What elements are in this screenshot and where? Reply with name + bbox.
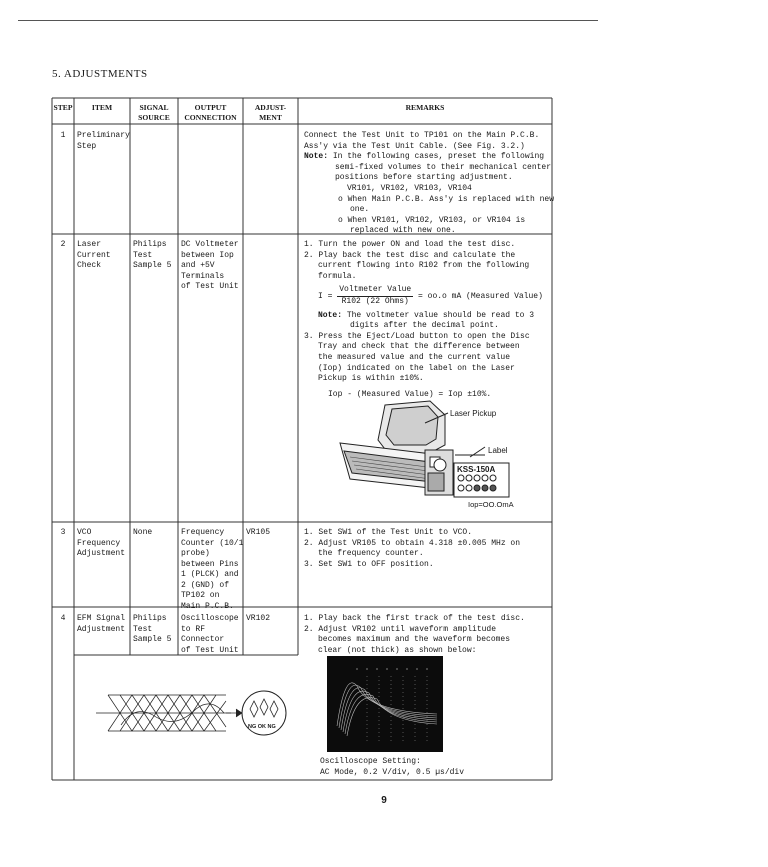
row2-step: 2 xyxy=(60,240,66,249)
row3-remarks: 1. Set SW1 of the Test Unit to VCO. 2. Adjust VR105 to obtain 4.318 ±0.005 MHz on the frequency counter. 3. Set SW1 to OFF position. xyxy=(304,528,521,569)
row1-item: Preliminary Step xyxy=(77,131,130,151)
ng-ok-ng-label: NG OK NG xyxy=(248,724,276,730)
row2-remarks: 1. Turn the power ON and load the test disc. 2. Play back the test disc and calculate the current flowing into R102 from the following formula. I = $\frac{\text{Voltmeter Value}}{\text{R102 (22 Ohms)}}$ = oo.o mA (Measured Value) Note: The voltmeter value should be read to 3 digits after the decimal point. 3. Press the Eject/Load button to open the Disc Tray and check that the difference between the measured value and the current value (Iop) indicated on the label on the Laser Pickup is within ±10%. Iop - (Measured Value) = Iop ±10%. xyxy=(304,240,543,399)
row4-item: EFM Signal Adjustment xyxy=(77,614,126,634)
efm-waveform-drawing xyxy=(96,683,296,743)
header-item: ITEM xyxy=(91,103,113,112)
header-adjustment: ADJUST- MENT xyxy=(254,103,287,122)
row2-item: Laser Current Check xyxy=(77,240,111,270)
row3-item: VCO Frequency Adjustment xyxy=(77,528,126,558)
row1-step: 1 xyxy=(60,131,66,140)
row4-signal: Philips Test Sample 5 xyxy=(133,614,172,644)
header-remarks: REMARKS xyxy=(405,103,445,112)
row3-step: 3 xyxy=(60,528,66,537)
laser-pickup-figure xyxy=(330,395,550,520)
model-code: KSS-150A xyxy=(457,465,496,474)
row4-step: 4 xyxy=(60,614,66,623)
row3-output: Frequency Counter (10/1 probe) between Pins 1 (PLCK) and 2 (GND) of TP102 on Main P.C.B. xyxy=(181,528,244,611)
row4-output: Oscilloscope to RF Connector of Test Unit xyxy=(181,614,239,655)
laser-pickup-label: Laser Pickup xyxy=(450,409,497,418)
section-title: 5. ADJUSTMENTS xyxy=(52,68,148,80)
oscilloscope-setting: Oscilloscope Setting: AC Mode, 0.2 V/div, 0.5 µs/div xyxy=(320,757,465,777)
header-output-connection: OUTPUT CONNECTION xyxy=(184,103,237,122)
oscilloscope-screen xyxy=(327,656,443,752)
header-step: STEP xyxy=(53,103,73,112)
page-number: 9 xyxy=(381,795,387,806)
label-label: Label xyxy=(488,446,508,455)
row3-adjust: VR105 xyxy=(246,528,271,537)
laser-current-formula: I = $\frac{\text{Voltmeter Value}}{\text{R102 (22 Ohms)}}$ = oo.o mA (Measured Value) xyxy=(318,285,543,306)
row1-remarks: Connect the Test Unit to TP101 on the Main P.C.B. Ass'y via the Test Unit Cable. (See Fig. 3.2.) Note: In the following cases, preset the following semi-fixed volumes to their mechanical center positions before starting adjustment. VR101, VR102, VR103, VR104 o When Main P.C.B. Ass'y is replaced with new one. o When VR101, VR102, VR103, or VR104 is replaced with new one. xyxy=(304,131,555,236)
row4-adjust: VR102 xyxy=(246,614,271,623)
row4-remarks: 1. Play back the first track of the test disc. 2. Adjust VR102 until waveform amplitude becomes maximum and the waveform becomes clear (not thick) as shown below: xyxy=(304,614,525,655)
iop-label: Iop=OO.OmA xyxy=(468,500,514,509)
row2-signal: Philips Test Sample 5 xyxy=(133,240,172,270)
header-signal-source: SIGNAL SOURCE xyxy=(138,103,170,122)
row3-signal: None xyxy=(133,528,153,537)
row2-output: DC Voltmeter between Iop and +5V Terminals of Test Unit xyxy=(181,240,239,291)
